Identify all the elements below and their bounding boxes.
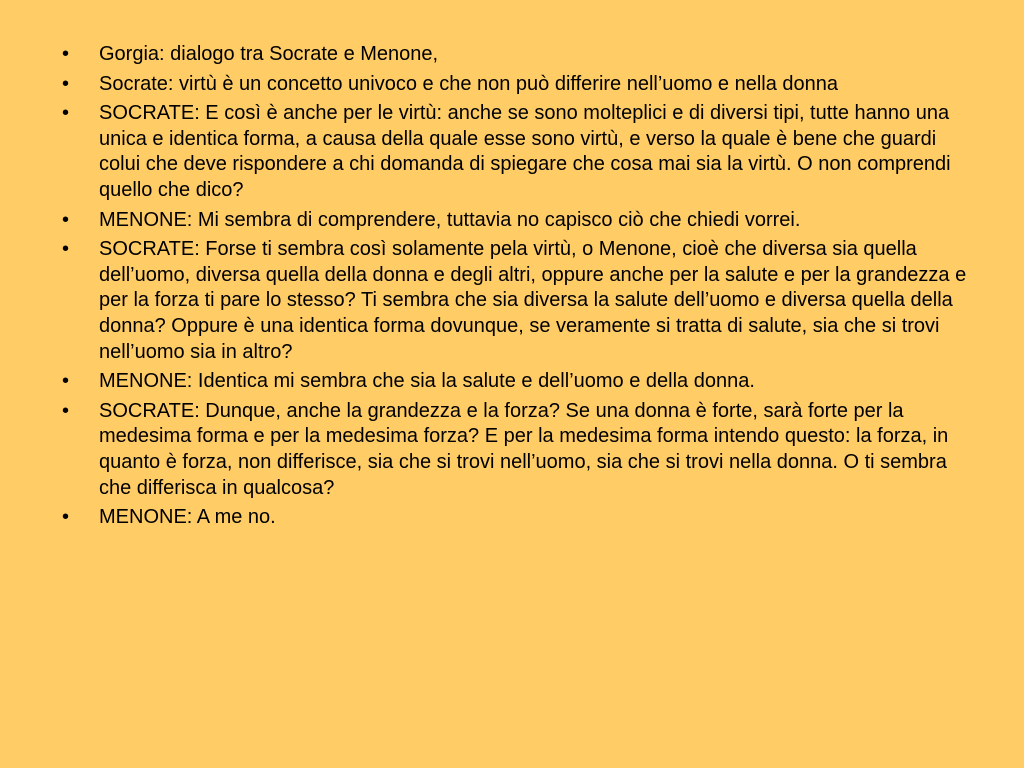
bullet-text: MENONE: A me no.: [99, 506, 276, 529]
bullet-text: Gorgia: dialogo tra Socrate e Menone,: [99, 43, 439, 65]
bullet-item: [62, 237, 974, 365]
bullet-text: SOCRATE: Forse ti sembra così solamente pela virtù, o Menone, cioè che diversa sia quella dell’uomo, diversa quella della donna e degli altri, oppure anche per la salute e per la grandezza e per la forza ti pare lo stesso? Ti sembra che sia diversa la salute dell’uomo e diversa quella della donna? Oppure è una identica forma dovunque, se veramente si tratta di salute, sia che si trovi nell’uomo sia in altro?: [99, 238, 967, 363]
bullet-dot-icon: •: [62, 506, 70, 529]
bullet-text: MENONE: Mi sembra di comprendere, tuttavia no capisco ciò che chiedi vorrei.: [99, 208, 801, 231]
bullet-item: [62, 101, 974, 203]
bullet-dot-icon: •: [62, 72, 70, 95]
bullet-list: [62, 42, 974, 531]
bullet-text: SOCRATE: Dunque, anche la grandezza e la forza? Se una donna è forte, sarà forte per la medesima forma e per la medesima forza? E per la medesima forma intendo questo: la forza, in quanto è forza, non differisce, sia che si trovi nell’uomo, sia che si trovi nella donna. O ti sembra che differisca in qualcosa?: [99, 399, 949, 499]
bullet-dot-icon: •: [62, 43, 70, 65]
bullet-item: [62, 42, 974, 68]
bullet-item: [62, 505, 974, 531]
bullet-dot-icon: •: [62, 370, 70, 393]
bullet-dot-icon: •: [62, 238, 70, 261]
bullet-text: Socrate: virtù è un concetto univoco e che non può differire nell’uomo e nella donna: [99, 72, 839, 95]
bullet-item: [62, 399, 974, 501]
bullet-item: [62, 208, 974, 234]
bullet-item: [62, 369, 974, 395]
bullet-text: SOCRATE: E così è anche per le virtù: anche se sono molteplici e di diversi tipi, tutte hanno una unica e identica forma, a causa della quale esse sono virtù, e verso la quale è bene che guardi colui che deve rispondere a chi domanda di spiegare che cosa mai sia la virtù. O non comprendi quello che dico?: [99, 102, 951, 201]
bullet-dot-icon: •: [62, 208, 70, 231]
bullet-item: [62, 72, 974, 98]
bullet-dot-icon: •: [62, 399, 70, 422]
bullet-dot-icon: •: [62, 102, 70, 125]
bullet-text: MENONE: Identica mi sembra che sia la salute e dell’uomo e della donna.: [99, 370, 755, 393]
